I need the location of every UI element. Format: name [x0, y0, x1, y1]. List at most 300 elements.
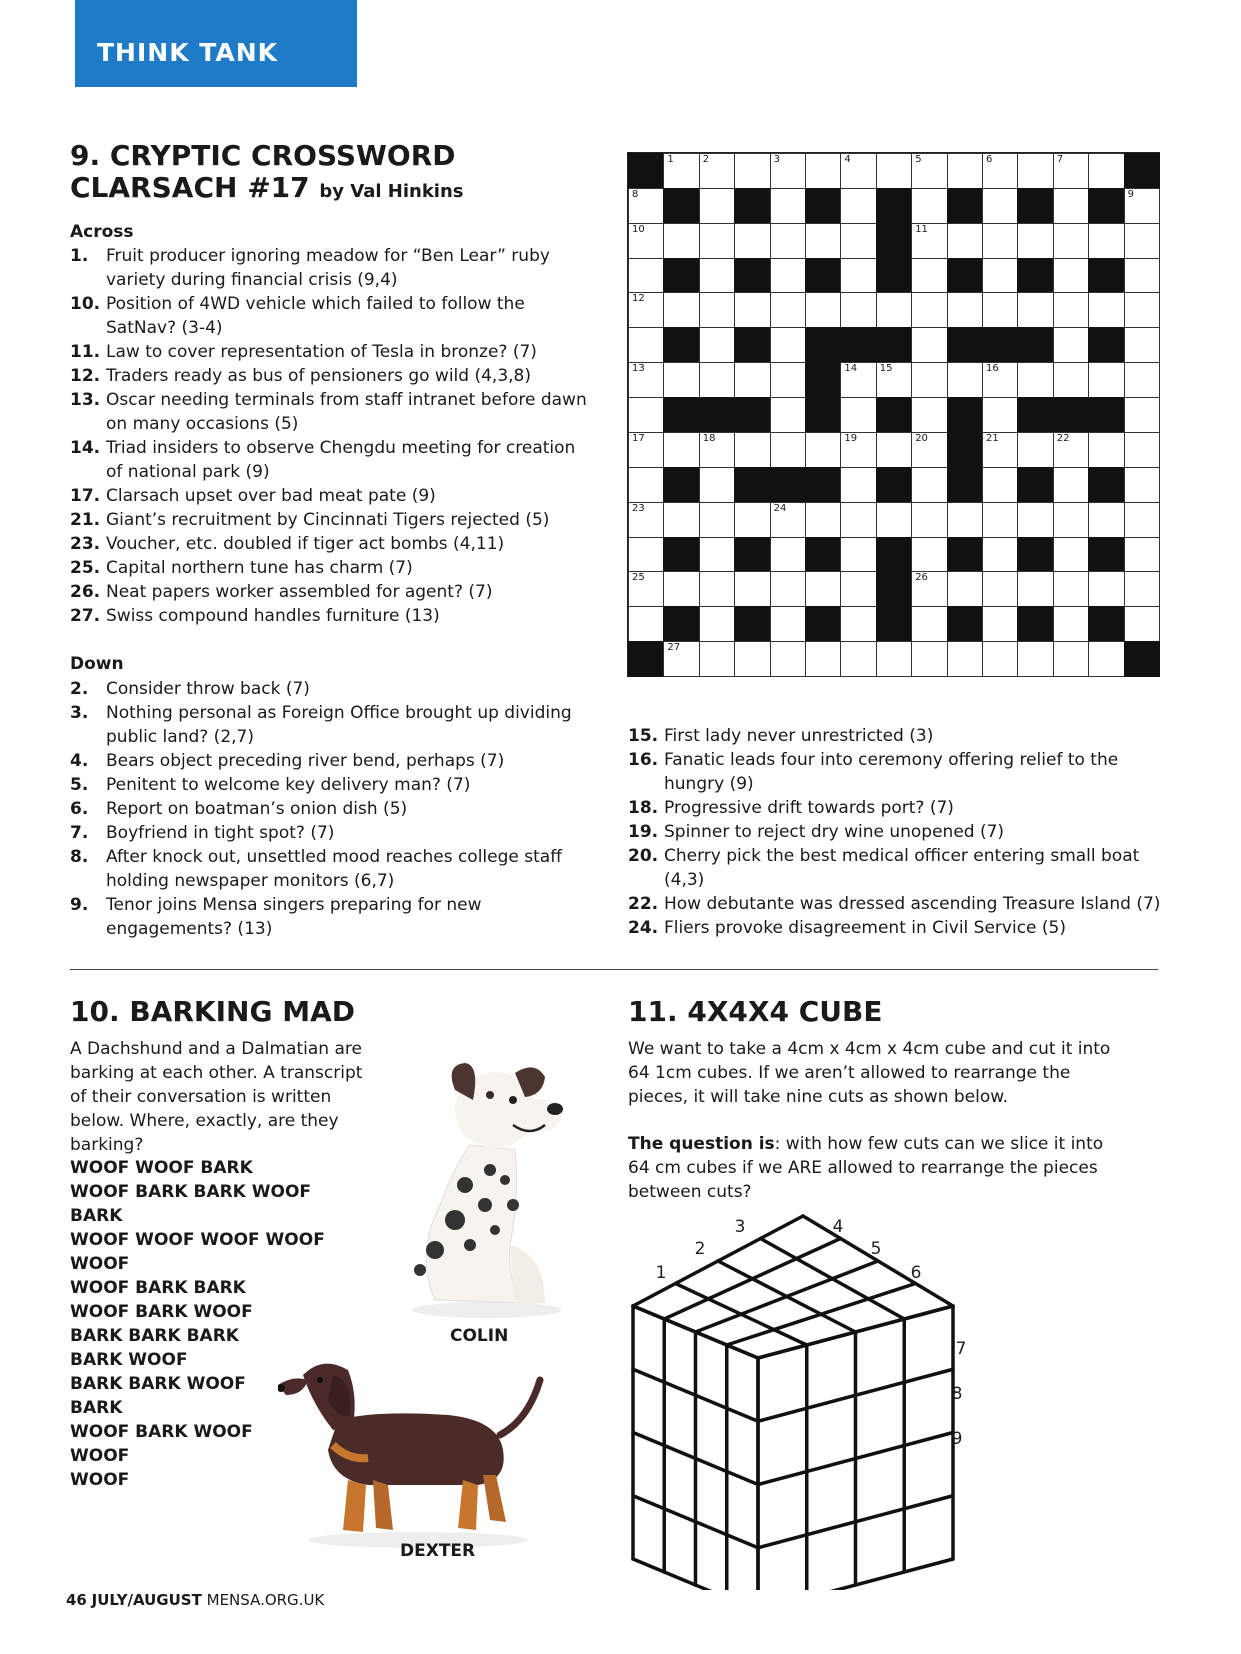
grid-cell[interactable] [1053, 606, 1089, 642]
grid-block [805, 606, 841, 642]
grid-block [805, 188, 841, 224]
clue-text: First lady never unrestricted (3) [664, 726, 934, 746]
grid-cell[interactable] [805, 432, 841, 468]
grid-cell[interactable] [734, 502, 770, 538]
cube-intro: We want to take a 4cm x 4cm x 4cm cube and cut it into 64 1cm cubes. If we aren’t allowed to rearrange the pieces, it will take nine cuts as shown below. [628, 1039, 1111, 1107]
grid-cell[interactable] [628, 571, 664, 607]
grid-clue-number: 13 [632, 363, 645, 375]
grid-block [663, 606, 699, 642]
bark-line: WOOF [70, 1254, 130, 1274]
grid-block [770, 467, 806, 503]
grid-cell[interactable] [734, 292, 770, 328]
clue-item [70, 364, 590, 388]
grid-cell[interactable] [982, 641, 1018, 677]
clue-number: 16. [628, 750, 659, 770]
grid-cell[interactable] [982, 537, 1018, 573]
grid-clue-number: 2 [702, 154, 710, 165]
grid-cell[interactable] [876, 641, 912, 677]
grid-cell[interactable] [1124, 467, 1160, 503]
grid-cell[interactable] [1124, 292, 1160, 328]
grid-cell[interactable] [663, 571, 699, 607]
grid-clue-number: 26 [915, 572, 928, 584]
cut-label: 5 [870, 1239, 882, 1259]
grid-block [663, 258, 699, 294]
grid-cell[interactable] [699, 292, 735, 328]
grid-block [1088, 397, 1124, 433]
grid-block [947, 467, 983, 503]
clue-number: 1. [70, 246, 89, 266]
clue-number: 19. [628, 822, 659, 842]
grid-cell[interactable] [1017, 223, 1053, 259]
clue-item [70, 580, 590, 604]
grid-block [1017, 327, 1053, 363]
grid-block [1088, 467, 1124, 503]
grid-cell[interactable] [663, 502, 699, 538]
grid-block [876, 537, 912, 573]
section-header-tab [75, 0, 357, 87]
grid-cell[interactable] [770, 327, 806, 363]
clue-text: Spinner to reject dry wine unopened (7) [664, 822, 1005, 842]
grid-cell[interactable] [1124, 188, 1160, 224]
grid-cell[interactable] [663, 223, 699, 259]
grid-cell[interactable] [770, 223, 806, 259]
grid-cell[interactable] [1124, 606, 1160, 642]
grid-block [805, 467, 841, 503]
grid-cell[interactable] [699, 467, 735, 503]
grid-cell[interactable] [840, 641, 876, 677]
grid-block [947, 432, 983, 468]
grid-cell[interactable] [840, 397, 876, 433]
cube-diagram [628, 1210, 988, 1590]
grid-cell[interactable] [770, 153, 806, 189]
cut-label: 8 [951, 1384, 963, 1404]
grid-cell[interactable] [876, 153, 912, 189]
grid-cell[interactable] [1124, 432, 1160, 468]
barking-title: 10. BARKING MAD [70, 995, 355, 1028]
grid-cell[interactable] [947, 571, 983, 607]
grid-cell[interactable] [663, 292, 699, 328]
grid-cell[interactable] [840, 502, 876, 538]
grid-cell[interactable] [699, 327, 735, 363]
cut-label: 9 [951, 1429, 963, 1449]
clue-item [70, 436, 590, 484]
clue-number: 27. [70, 606, 101, 626]
clue-text: After knock out, unsettled mood reaches college staff holding newspaper monitors (6,7) [106, 847, 562, 891]
clue-item [70, 556, 590, 580]
grid-cell[interactable] [663, 432, 699, 468]
grid-cell[interactable] [1124, 571, 1160, 607]
clue-text: Position of 4WD vehicle which failed to follow the SatNav? (3-4) [106, 294, 525, 338]
grid-cell[interactable] [699, 606, 735, 642]
grid-clue-number: 9 [1127, 188, 1134, 200]
grid-block [663, 467, 699, 503]
grid-cell[interactable] [1124, 397, 1160, 433]
grid-clue-number: 19 [844, 432, 858, 444]
grid-cell[interactable] [805, 153, 841, 189]
grid-cell[interactable] [734, 223, 770, 259]
dalmatian-name: COLIN [450, 1326, 509, 1346]
grid-cell[interactable] [947, 502, 983, 538]
clue-text: Tenor joins Mensa singers preparing for new engagements? (13) [106, 895, 482, 939]
grid-cell[interactable] [770, 432, 806, 468]
grid-cell[interactable] [1053, 258, 1089, 294]
cut-label: 2 [694, 1239, 706, 1259]
grid-cell[interactable] [699, 153, 735, 189]
grid-cell[interactable] [770, 258, 806, 294]
grid-cell[interactable] [982, 292, 1018, 328]
clue-item [70, 701, 590, 749]
grid-cell[interactable] [805, 502, 841, 538]
grid-cell[interactable] [982, 153, 1018, 189]
grid-cell[interactable] [911, 258, 947, 294]
grid-cell[interactable] [1053, 327, 1089, 363]
grid-cell[interactable] [982, 258, 1018, 294]
clue-item [70, 532, 590, 556]
grid-cell[interactable] [1017, 502, 1053, 538]
grid-cell[interactable] [982, 606, 1018, 642]
grid-block [734, 606, 770, 642]
grid-clue-number: 14 [844, 363, 858, 375]
grid-cell[interactable] [982, 432, 1018, 468]
clue-text: Boyfriend in tight spot? (7) [106, 823, 335, 843]
grid-cell[interactable] [1053, 641, 1089, 677]
grid-cell[interactable] [911, 397, 947, 433]
grid-cell[interactable] [947, 223, 983, 259]
grid-cell[interactable] [628, 258, 664, 294]
grid-cell[interactable] [628, 292, 664, 328]
grid-block [1053, 397, 1089, 433]
grid-cell[interactable] [699, 258, 735, 294]
grid-cell[interactable] [699, 188, 735, 224]
clue-number: 18. [628, 798, 659, 818]
grid-block [947, 258, 983, 294]
grid-cell[interactable] [982, 362, 1018, 398]
grid-cell[interactable] [1088, 292, 1124, 328]
grid-cell[interactable] [876, 362, 912, 398]
clue-text: Fanatic leads four into ceremony offering relief to the hungry (9) [664, 750, 1119, 794]
clue-item [70, 749, 590, 773]
grid-cell[interactable] [663, 362, 699, 398]
grid-cell[interactable] [911, 467, 947, 503]
clue-number: 5. [70, 775, 89, 795]
grid-cell[interactable] [734, 571, 770, 607]
grid-cell[interactable] [1124, 502, 1160, 538]
grid-cell[interactable] [840, 292, 876, 328]
grid-cell[interactable] [1017, 641, 1053, 677]
grid-cell[interactable] [1088, 641, 1124, 677]
bark-line: WOOF WOOF WOOF WOOF [70, 1230, 325, 1250]
clue-item [70, 677, 590, 701]
grid-cell[interactable] [982, 188, 1018, 224]
grid-cell[interactable] [1088, 362, 1124, 398]
grid-cell[interactable] [699, 502, 735, 538]
grid-cell[interactable] [628, 188, 664, 224]
grid-cell[interactable] [1053, 571, 1089, 607]
bark-line: BARK WOOF [70, 1350, 188, 1370]
clue-text: Capital northern tune has charm (7) [106, 558, 413, 578]
grid-cell[interactable] [770, 188, 806, 224]
grid-block [1017, 397, 1053, 433]
grid-cell[interactable] [876, 292, 912, 328]
dalmatian-illustration [395, 1055, 575, 1320]
grid-cell[interactable] [1053, 223, 1089, 259]
grid-clue-number: 6 [986, 154, 993, 165]
clue-number: 14. [70, 438, 101, 458]
grid-block [1088, 258, 1124, 294]
grid-block [876, 606, 912, 642]
grid-cell[interactable] [734, 153, 770, 189]
grid-cell[interactable] [982, 502, 1018, 538]
dachshund-name: DEXTER [400, 1541, 476, 1561]
grid-cell[interactable] [911, 641, 947, 677]
clue-number: 13. [70, 390, 101, 410]
clue-number: 22. [628, 894, 659, 914]
grid-cell[interactable] [840, 223, 876, 259]
grid-block [982, 327, 1018, 363]
grid-cell[interactable] [699, 432, 735, 468]
grid-cell[interactable] [911, 153, 947, 189]
grid-cell[interactable] [699, 571, 735, 607]
bark-line: WOOF BARK BARK [70, 1278, 246, 1298]
grid-cell[interactable] [1053, 537, 1089, 573]
grid-cell[interactable] [628, 502, 664, 538]
grid-cell[interactable] [1088, 432, 1124, 468]
clue-number: 23. [70, 534, 101, 554]
grid-cell[interactable] [699, 641, 735, 677]
grid-cell[interactable] [840, 362, 876, 398]
clue-item [628, 892, 1163, 916]
clue-item [70, 821, 590, 845]
grid-cell[interactable] [840, 188, 876, 224]
grid-block [1088, 188, 1124, 224]
clue-number: 20. [628, 846, 659, 866]
clue-item [70, 773, 590, 797]
grid-block [1017, 537, 1053, 573]
grid-cell[interactable] [699, 362, 735, 398]
grid-cell[interactable] [770, 397, 806, 433]
grid-cell[interactable] [628, 606, 664, 642]
grid-cell[interactable] [911, 537, 947, 573]
grid-cell[interactable] [911, 327, 947, 363]
bark-line: WOOF WOOF BARK [70, 1158, 253, 1178]
clue-number: 4. [70, 751, 89, 771]
grid-clue-number: 18 [702, 432, 716, 444]
grid-block [947, 537, 983, 573]
clue-item [70, 604, 590, 628]
grid-cell[interactable] [1053, 292, 1089, 328]
grid-cell[interactable] [1124, 327, 1160, 363]
grid-cell[interactable] [628, 223, 664, 259]
grid-cell[interactable] [1124, 258, 1160, 294]
grid-cell[interactable] [1053, 188, 1089, 224]
grid-cell[interactable] [734, 362, 770, 398]
grid-cell[interactable] [1017, 153, 1053, 189]
grid-cell[interactable] [1017, 432, 1053, 468]
clue-text: Progressive drift towards port? (7) [664, 798, 954, 818]
clue-number: 15. [628, 726, 659, 746]
grid-cell[interactable] [628, 397, 664, 433]
grid-cell[interactable] [805, 292, 841, 328]
grid-cell[interactable] [876, 432, 912, 468]
grid-block [1088, 606, 1124, 642]
page-footer [66, 1591, 324, 1609]
grid-cell[interactable] [770, 292, 806, 328]
grid-cell[interactable] [770, 641, 806, 677]
grid-cell[interactable] [1088, 502, 1124, 538]
clue-item [70, 484, 590, 508]
grid-block [805, 397, 841, 433]
grid-clue-number: 21 [986, 432, 999, 444]
cut-label: 3 [734, 1217, 746, 1237]
grid-block [947, 397, 983, 433]
clue-item [70, 797, 590, 821]
grid-cell[interactable] [911, 571, 947, 607]
grid-cell[interactable] [947, 641, 983, 677]
grid-cell[interactable] [734, 432, 770, 468]
grid-clue-number: 15 [879, 363, 893, 375]
grid-cell[interactable] [911, 432, 947, 468]
clue-text: Clarsach upset over bad meat pate (9) [106, 486, 436, 506]
grid-cell[interactable] [911, 188, 947, 224]
grid-cell[interactable] [1017, 292, 1053, 328]
grid-block [663, 188, 699, 224]
grid-cell[interactable] [982, 223, 1018, 259]
grid-cell[interactable] [840, 571, 876, 607]
grid-cell[interactable] [628, 327, 664, 363]
bark-line: WOOF [70, 1470, 130, 1490]
clue-number: 24. [628, 918, 659, 938]
grid-block [876, 397, 912, 433]
grid-cell[interactable] [1017, 571, 1053, 607]
grid-cell[interactable] [628, 362, 664, 398]
grid-clue-number: 24 [773, 502, 787, 514]
grid-cell[interactable] [840, 153, 876, 189]
clue-text: Traders ready as bus of pensioners go wild (4,3,8) [106, 366, 531, 386]
grid-cell[interactable] [911, 223, 947, 259]
grid-cell[interactable] [911, 292, 947, 328]
grid-cell[interactable] [911, 502, 947, 538]
cut-label: 7 [955, 1339, 967, 1359]
grid-block [947, 327, 983, 363]
grid-cell[interactable] [770, 537, 806, 573]
grid-cell[interactable] [1124, 537, 1160, 573]
grid-cell[interactable] [840, 537, 876, 573]
across-heading: Across [70, 222, 134, 242]
grid-cell[interactable] [628, 537, 664, 573]
grid-cell[interactable] [663, 153, 699, 189]
grid-cell[interactable] [805, 223, 841, 259]
grid-block [628, 641, 664, 677]
grid-cell[interactable] [840, 606, 876, 642]
grid-block [663, 397, 699, 433]
grid-cell[interactable] [947, 153, 983, 189]
grid-cell[interactable] [805, 571, 841, 607]
grid-cell[interactable] [734, 641, 770, 677]
bark-line: WOOF BARK WOOF [70, 1422, 253, 1442]
cut-label: 6 [910, 1263, 922, 1283]
grid-cell[interactable] [947, 292, 983, 328]
grid-cell[interactable] [1088, 571, 1124, 607]
clue-item [70, 340, 590, 364]
grid-block [876, 258, 912, 294]
clue-number: 10. [70, 294, 101, 314]
grid-cell[interactable] [770, 362, 806, 398]
grid-cell[interactable] [770, 502, 806, 538]
cube-edge [803, 1216, 953, 1306]
grid-cell[interactable] [663, 641, 699, 677]
grid-cell[interactable] [1088, 223, 1124, 259]
grid-cell[interactable] [805, 641, 841, 677]
clue-text: Penitent to welcome key delivery man? (7) [106, 775, 471, 795]
clue-text: Swiss compound handles furniture (13) [106, 606, 440, 626]
crossword-title-line1: 9. CRYPTIC CROSSWORD [70, 139, 456, 172]
grid-cell[interactable] [840, 467, 876, 503]
grid-cell[interactable] [1124, 223, 1160, 259]
clue-text: Triad insiders to observe Chengdu meeting for creation of national park (9) [106, 438, 576, 482]
grid-cell[interactable] [1017, 362, 1053, 398]
grid-cell[interactable] [628, 467, 664, 503]
grid-cell[interactable] [982, 467, 1018, 503]
grid-cell[interactable] [770, 606, 806, 642]
cut-label: 4 [832, 1217, 844, 1237]
grid-cell[interactable] [1053, 153, 1089, 189]
grid-block [1124, 153, 1160, 189]
clue-item [628, 820, 1163, 844]
grid-clue-number: 20 [915, 432, 928, 444]
grid-cell[interactable] [876, 502, 912, 538]
grid-cell[interactable] [1053, 362, 1089, 398]
grid-cell[interactable] [699, 537, 735, 573]
grid-cell[interactable] [770, 571, 806, 607]
grid-cell[interactable] [699, 223, 735, 259]
grid-cell[interactable] [1124, 362, 1160, 398]
grid-cell[interactable] [840, 432, 876, 468]
down-clue-list-left [70, 677, 590, 941]
cube-question-lead: The question is [628, 1134, 775, 1154]
grid-cell[interactable] [1053, 502, 1089, 538]
down-heading: Down [70, 654, 124, 674]
grid-clue-number: 22 [1056, 432, 1070, 444]
grid-cell[interactable] [982, 571, 1018, 607]
crossword-title-name: CLARSACH #17 [70, 171, 310, 204]
grid-block [1017, 606, 1053, 642]
grid-clue-number: 25 [632, 572, 645, 584]
clue-item [628, 748, 1163, 796]
grid-cell[interactable] [1053, 432, 1089, 468]
grid-cell[interactable] [1088, 153, 1124, 189]
grid-cell[interactable] [911, 362, 947, 398]
grid-cell[interactable] [911, 606, 947, 642]
grid-block [734, 188, 770, 224]
clue-item [70, 508, 590, 532]
clue-text: Fliers provoke disagreement in Civil Service (5) [664, 918, 1066, 938]
clue-item [628, 796, 1163, 820]
grid-block [805, 258, 841, 294]
clue-number: 3. [70, 703, 89, 723]
clue-number: 2. [70, 679, 89, 699]
grid-cell[interactable] [947, 362, 983, 398]
cube-edge [761, 1239, 905, 1320]
grid-cell[interactable] [1053, 467, 1089, 503]
grid-block [1088, 327, 1124, 363]
grid-clue-number: 23 [632, 502, 645, 514]
grid-cell[interactable] [840, 258, 876, 294]
dachshund-illustration [278, 1350, 548, 1550]
grid-cell[interactable] [628, 432, 664, 468]
grid-cell[interactable] [982, 397, 1018, 433]
grid-block [840, 327, 876, 363]
clue-number: 6. [70, 799, 89, 819]
